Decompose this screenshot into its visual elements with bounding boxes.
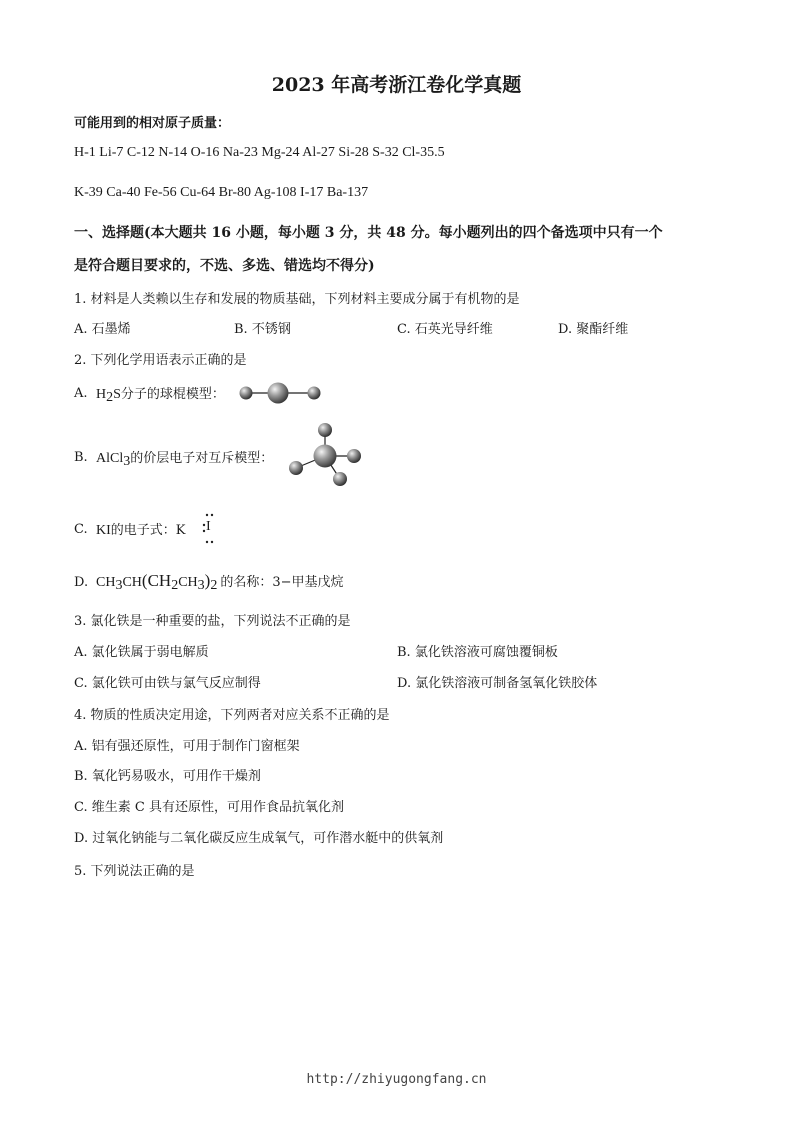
q2-option-d-label: D.	[74, 575, 89, 590]
mass-heading: 可能用到的相对原子质量：	[74, 116, 231, 131]
q5-stem: 5. 下列说法正确的是	[74, 864, 195, 879]
q3-option-c: C. 氯化铁可由铁与氯气反应制得	[74, 676, 261, 691]
q3-option-b: B. 氯化铁溶液可腐蚀覆铜板	[397, 645, 558, 660]
outer-atom-ball	[347, 449, 361, 463]
q2-option-c-label: C.	[74, 522, 88, 537]
outer-atom-ball	[333, 472, 347, 486]
h2s-ball-stick-model	[238, 376, 323, 410]
q1-option-a: A. 石墨烯	[74, 322, 131, 337]
alcl3-vsepr-model	[283, 418, 368, 490]
q1-option-b: B. 不锈钢	[234, 322, 291, 337]
iodine-symbol: I	[206, 519, 211, 534]
q4-option-d: D. 过氧化钠能与二氧化碳反应生成氧气，可作潜水艇中的供氧剂	[74, 831, 444, 846]
section-heading-line-2: 是符合题目要求的，不选、多选、错选均不得分)	[74, 258, 375, 274]
q3-option-d: D. 氯化铁溶液可制备氢氧化铁胶体	[397, 676, 598, 691]
hydrogen-atom-ball	[308, 387, 321, 400]
mass-line-2: K-39 Ca-40 Fe-56 Cu-64 Br-80 Ag-108 I-17 Ba-137	[74, 185, 369, 200]
hydrogen-atom-ball	[240, 387, 253, 400]
q1-option-d: D. 聚酯纤维	[558, 322, 629, 337]
q2-option-d-formula: CH3CH(CH2CH3)2 的名称：3−甲基戊烷	[96, 571, 344, 593]
q2-stem: 2. 下列化学用语表示正确的是	[74, 353, 247, 368]
q2-option-a-label: A.	[74, 386, 88, 401]
page-title: 2023 年高考浙江卷化学真题	[271, 74, 522, 96]
q3-option-a: A. 氯化铁属于弱电解质	[74, 645, 209, 660]
outer-atom-ball	[318, 423, 332, 437]
aluminum-atom-ball	[314, 445, 337, 468]
q2-option-b-label: B.	[74, 450, 88, 465]
mass-line-1: H-1 Li-7 C-12 N-14 O-16 Na-23 Mg-24 Al-27 Si-28 S-32 Cl-35.5	[74, 145, 445, 160]
q4-stem: 4. 物质的性质决定用途，下列两者对应关系不正确的是	[74, 708, 390, 723]
q4-option-a: A. 铝有强还原性，可用于制作门窗框架	[74, 739, 300, 754]
q1-option-c: C. 石英光导纤维	[397, 322, 493, 337]
q3-stem: 3. 氯化铁是一种重要的盐，下列说法不正确的是	[74, 614, 351, 629]
sulfur-atom-ball	[268, 383, 289, 404]
q2-option-a-formula: H2S分子的球棍模型：	[96, 387, 225, 405]
lone-pair-dots	[203, 512, 219, 546]
footer-link[interactable]: http://zhiyugongfang.cn	[306, 1072, 487, 1087]
q2-option-c-formula: KI的电子式：K	[96, 523, 186, 538]
q1-stem: 1. 材料是人类赖以生存和发展的物质基础，下列材料主要成分属于有机物的是	[74, 292, 520, 307]
outer-atom-ball	[289, 461, 303, 475]
q4-option-c: C. 维生素 C 具有还原性，可用作食品抗氧化剂	[74, 800, 344, 815]
q2-option-b-formula: AlCl3的价层电子对互斥模型：	[96, 451, 274, 469]
section-heading-line-1: 一、选择题(本大题共 16 小题，每小题 3 分，共 48 分。每小题列出的四个备选项中只有一个	[74, 225, 663, 241]
q4-option-b: B. 氧化钙易吸水，可用作干燥剂	[74, 769, 261, 784]
